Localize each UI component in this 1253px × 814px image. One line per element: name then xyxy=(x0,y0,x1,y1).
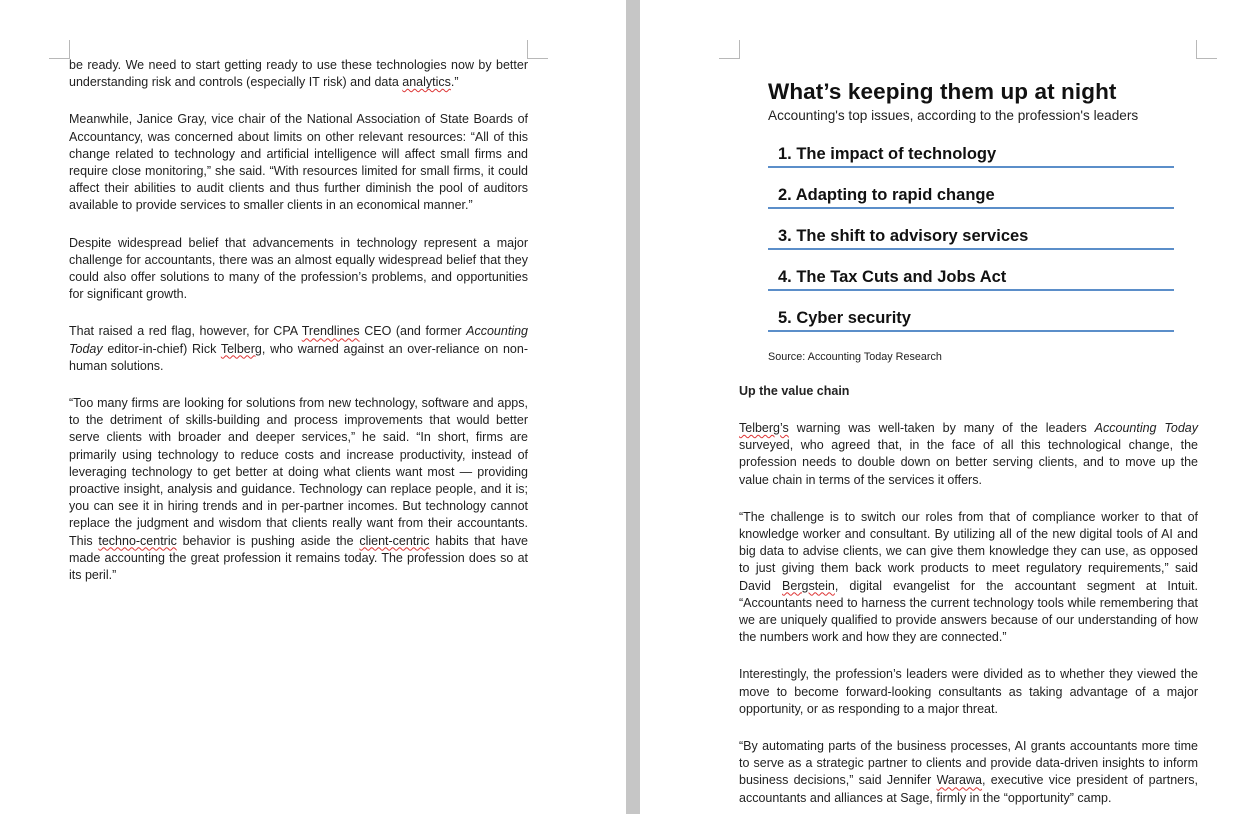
issue-item: 2. Adapting to rapid change xyxy=(768,170,1174,209)
issue-item: 4. The Tax Cuts and Jobs Act xyxy=(768,252,1174,291)
document-page-right xyxy=(640,0,1253,814)
publication-title: Accounting Today xyxy=(1094,421,1198,435)
spelling-flag[interactable]: client-centric xyxy=(359,533,430,548)
page-gutter xyxy=(626,0,640,814)
paragraph[interactable]: Despite widespread belief that advancements in technology represent a major challenge for accountants, there was an almost equally widespread belief that they could also offer solutions to many of the profession’s problems, and opportunities for significant growth. xyxy=(69,235,528,302)
document-page-left xyxy=(0,0,626,814)
left-body-text[interactable] xyxy=(69,57,528,604)
paragraph[interactable]: Telberg’s warning was well-taken by many of the leaders Accounting Today surveyed, who agreed that, in the face of all this technological change, the profession needs to double down on better serving clients, and to move up the value chain in terms of the services it offers. xyxy=(739,421,1198,487)
spelling-flag[interactable]: Telberg xyxy=(220,341,262,356)
infographic-title: What’s keeping them up at night xyxy=(768,79,1117,104)
issue-item: 1. The impact of technology xyxy=(768,129,1174,168)
right-body-text[interactable] xyxy=(739,420,1198,814)
infographic-subtitle: Accounting's top issues, according to the profession's leaders xyxy=(768,108,1139,123)
spelling-flag[interactable]: analytics xyxy=(402,75,451,90)
crop-mark-top-right xyxy=(1196,40,1217,59)
paragraph[interactable]: “By automating parts of the business processes, AI grants accountants more time to serve as a strategic partner to clients and provide data-driven insights to inform business decisions,” said Jennifer Warawa, executive vice president of partners, accountants and alliances at Sage, firmly in the “opportunity” camp. xyxy=(739,739,1198,805)
crop-mark-top-left xyxy=(719,40,740,59)
spelling-flag[interactable]: techno-centric xyxy=(98,533,177,548)
paragraph[interactable]: Interestingly, the profession’s leaders were divided as to whether they viewed the move to become forward-looking consultants as taking advantage of a major opportunity, or as responding to a major threat. xyxy=(739,667,1198,716)
publication-title: Accounting Today xyxy=(69,324,528,356)
issue-item: 5. Cyber security xyxy=(768,293,1174,332)
issue-list xyxy=(768,129,1174,332)
spelling-flag[interactable]: Trendlines xyxy=(301,324,360,339)
paragraph[interactable]: “Too many firms are looking for solutions from new technology, software and apps, to the detriment of skills-building and process improvements that would better serve clients with broader and deeper services,” he said. “In short, firms are primarily using technology to reduce costs and increase productivity, instead of leveraging technology to get better at doing what clients want most — providing proactive insight, analysis and guidance. Technology can replace people, and it is; you can see it in hiring trends and in per-partner incomes. But technology cannot replace the judgment and wisdom that clients really want from their accountants. This techno-centric behavior is pushing aside the client-centric habits that have made accounting the great profession it remains today. The profession does so at its peril.” xyxy=(69,396,528,583)
infographic[interactable] xyxy=(768,78,1174,363)
crop-mark-top-left xyxy=(49,40,70,59)
paragraph[interactable]: “The challenge is to switch our roles from that of compliance worker to that of knowledge worker and consultant. By utilizing all of the new digital tools of AI and big data to advise clients, we can give them knowledge they can use, as opposed to just giving them back work products to meet regulatory requirements,” said David Bergstein, digital evangelist for the accountant segment at Intuit. “Accountants need to harness the current technology tools while remembering that we are uniquely qualified to provide answers because of our understanding of how the numbers work and how they are connected.” xyxy=(739,509,1198,645)
paragraph[interactable]: Meanwhile, Janice Gray, vice chair of the National Association of State Boards of Accountancy, was concerned about limits on other relevant resources: “All of this change related to technology and artificial intelligence will affect small firms and require close monitoring,” she said. “With resources limited for small firms, it could affect their abilities to audit clients and thus further diminish the pool of auditors available to provide services to smaller clients in an economical manner.” xyxy=(69,112,528,213)
paragraph[interactable]: That raised a red flag, however, for CPA Trendlines CEO (and former Accounting Today editor-in-chief) Rick Telberg, who warned against an over-reliance on non-human solutions. xyxy=(69,324,528,373)
spelling-flag[interactable]: Bergstein xyxy=(782,578,835,593)
section-heading: Up the value chain xyxy=(739,384,850,398)
paragraph[interactable]: be ready. We need to start getting ready to use these technologies now by better understanding risk and controls (especially IT risk) and data analytics.” xyxy=(69,58,528,90)
infographic-source: Source: Accounting Today Research xyxy=(768,351,942,363)
issue-item: 3. The shift to advisory services xyxy=(768,211,1174,250)
crop-mark-top-right xyxy=(527,40,548,59)
spelling-flag[interactable]: Telberg’s xyxy=(739,421,789,435)
spelling-flag[interactable]: Warawa xyxy=(936,773,982,788)
